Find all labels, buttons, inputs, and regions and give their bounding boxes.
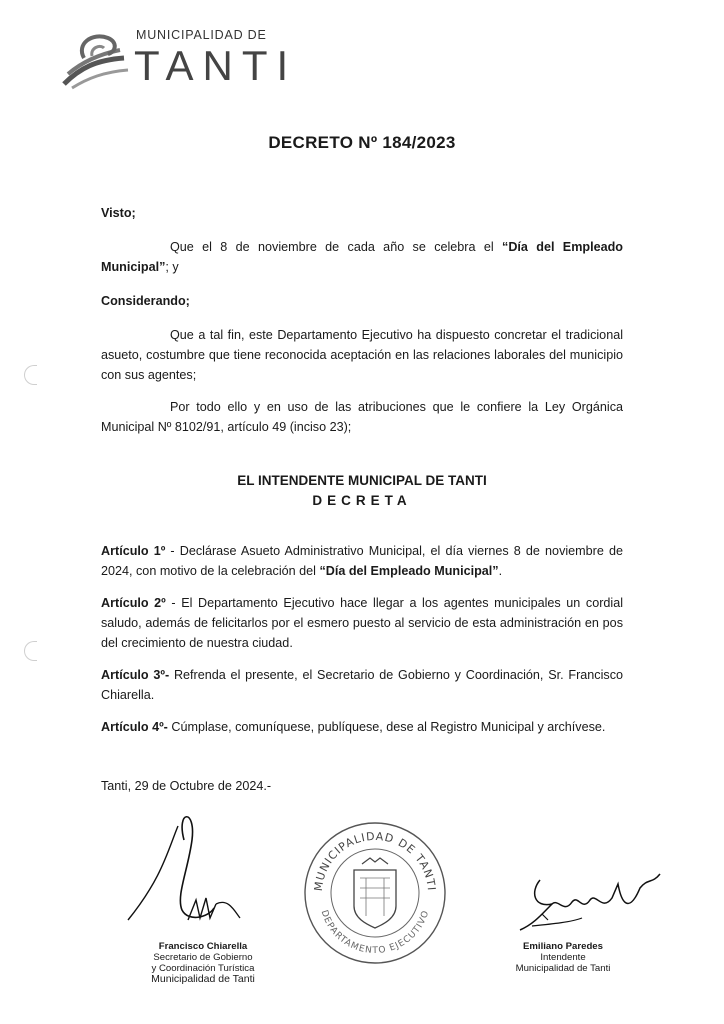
signature-right [500,941,626,974]
authority-heading: EL INTENDENTE MUNICIPAL DE TANTI [237,473,487,488]
article-3-label: Artículo 3º- [101,668,170,682]
logo-main-text: TANTI [134,42,298,89]
signature-scribble-left [118,800,268,950]
visto-label: Visto; [101,206,136,220]
shield-icon [354,870,396,928]
considerando-label: Considerando; [101,294,190,308]
signature-scribble-right [512,868,672,948]
visto-text: Que el 8 de noviembre de cada año se celebra el [170,240,503,254]
signer-right-name: Emiliano Paredes [523,941,603,952]
decreta-heading: DECRETA [312,493,412,508]
logo-top-text: MUNICIPALIDAD DE [136,28,267,42]
article-2 [101,593,623,653]
article-1-text: - Declárase Asueto Administrativo Municipal, el día viernes 8 de noviembre de 2024, con motivo de la celebración del [101,544,623,578]
signer-left-org: Municipalidad de Tanti [151,973,255,985]
decree-title: DECRETO Nº 184/2023 [268,133,456,152]
seal-top-text: MUNICIPALIDAD DE TANTI [311,829,439,892]
article-2-text: - El Departamento Ejecutivo hace llegar a los agentes municipales un cordial saludo, además de felicitarlos por el esmero puesto al servicio de esta administración en pos del crecimiento de nuestra ciudad. [101,596,624,650]
visto-highlight: “Día del Empleado Municipal” [101,240,623,274]
article-4-label: Artículo 4º- [101,720,168,734]
signature-left [148,941,258,985]
considerando-paragraph-2: Por todo ello y en uso de las atribuciones que le confiere la Ley Orgánica Municipal Nº 8102/91, artículo 49 (inciso 23); [101,400,623,434]
binder-mark [24,365,37,385]
signer-left-name: Francisco Chiarella [158,941,248,952]
article-1-highlight: “Día del Empleado Municipal” [319,564,499,578]
article-1-text-end: . [498,564,503,578]
tanti-swirl-icon [58,28,130,90]
article-4-text: Cúmplase, comuníquese, publíquese, dese al Registro Municipal y archívese. [167,720,606,734]
signer-right-role: Intendente [540,952,586,963]
signer-left-role-1: Secretario de Gobierno [153,952,253,963]
svg-text:DEPARTAMENTO EJECUTIVO [319,909,432,956]
visto-paragraph [101,237,623,277]
article-4 [101,717,623,737]
article-3 [101,665,623,705]
seal-bottom-text: DEPARTAMENTO EJECUTIVO [318,908,432,957]
municipal-seal [300,818,450,968]
signer-right-org: Municipalidad de Tanti [515,963,611,974]
article-1-label: Artículo 1º [101,544,166,558]
date-line: Tanti, 29 de Octubre de 2024.- [101,779,272,793]
article-2-label: Artículo 2º [101,596,166,610]
municipal-logo [58,22,298,92]
considerando-paragraph-1: Que a tal fin, este Departamento Ejecutivo ha dispuesto concretar el tradicional asueto, costumbre que tiene reconocida aceptación en las relaciones laborales del municipio con sus agentes; [101,328,623,382]
signer-left-role-2: y Coordinación Turística [151,963,255,974]
article-1 [101,541,623,581]
visto-text-end: ; y [165,260,179,274]
binder-mark [24,641,37,661]
article-3-text: Refrenda el presente, el Secretario de Gobierno y Coordinación, Sr. Francisco Chiarella. [101,668,623,702]
